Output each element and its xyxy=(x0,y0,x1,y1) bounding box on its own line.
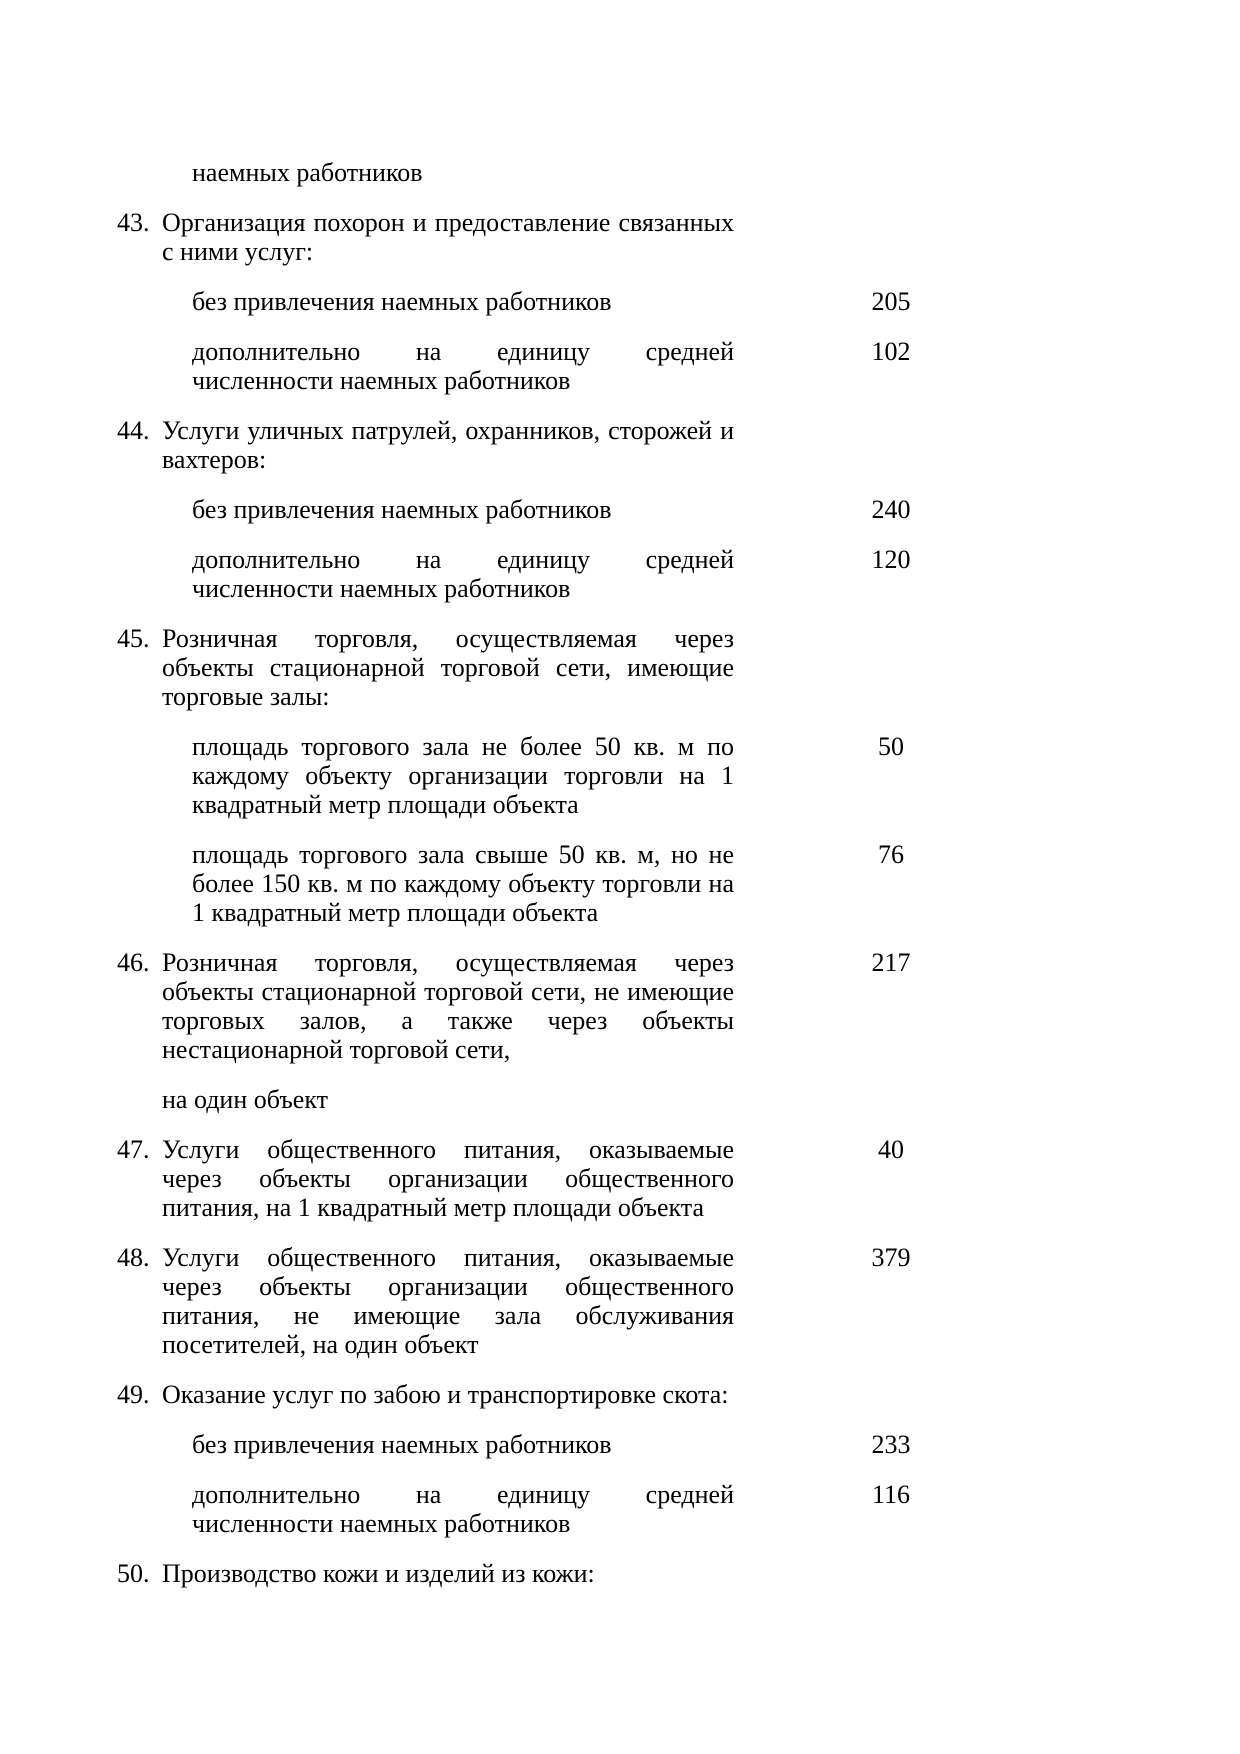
item-text: Услуги уличных патрулей, охранников, сторожей и вахтеров: xyxy=(162,416,734,474)
list-item-48 xyxy=(117,1243,911,1359)
item-value: 379 xyxy=(871,1243,911,1272)
list-item-50 xyxy=(117,1559,734,1588)
item-text: без привлечения наемных работников xyxy=(192,287,612,316)
item-number: 45. xyxy=(117,624,150,653)
item-number: 46. xyxy=(117,948,150,977)
list-subitem xyxy=(192,287,911,316)
item-text: Организация похорон и предоставление связанных с ними услуг: xyxy=(162,208,734,266)
list-item-49 xyxy=(117,1380,734,1409)
item-value: 120 xyxy=(871,545,911,574)
item-text: Производство кожи и изделий из кожи: xyxy=(162,1559,595,1588)
item-value: 217 xyxy=(871,948,911,977)
list-subitem xyxy=(192,337,911,395)
item-value: 233 xyxy=(871,1430,911,1459)
item-value: 76 xyxy=(878,840,904,869)
item-text: Оказание услуг по забою и транспортировке скота: xyxy=(162,1380,729,1409)
item-text: без привлечения наемных работников xyxy=(192,495,612,524)
list-subitem xyxy=(192,732,904,819)
item-text: Услуги общественного питания, оказываемые через объекты организации общественного питания, не имеющие зала обслуживания посетителей, на один объект xyxy=(162,1243,734,1359)
list-item-46-note xyxy=(162,1085,734,1114)
item-value: 102 xyxy=(871,337,911,366)
list-item-44 xyxy=(117,416,734,474)
item-number: 44. xyxy=(117,416,150,445)
item-text: дополнительно на единицу средней численности наемных работников xyxy=(192,545,734,603)
item-text: Услуги общественного питания, оказываемые через объекты организации общественного питания, на 1 квадратный метр площади объекта xyxy=(162,1135,734,1222)
item-text: площадь торгового зала свыше 50 кв. м, но не более 150 кв. м по каждому объекту торговли на 1 квадратный метр площади объекта xyxy=(192,840,734,927)
list-subitem xyxy=(192,840,904,927)
item-number: 47. xyxy=(117,1135,150,1164)
list-item-47 xyxy=(117,1135,904,1222)
item-text: наемных работников xyxy=(192,158,423,187)
item-number: 49. xyxy=(117,1380,150,1409)
item-value: 40 xyxy=(878,1135,904,1164)
item-text: дополнительно на единицу средней численности наемных работников xyxy=(192,1480,734,1538)
item-value: 50 xyxy=(878,732,904,761)
list-item-45 xyxy=(117,624,734,711)
item-number: 48. xyxy=(117,1243,150,1272)
list-subitem xyxy=(192,1430,911,1459)
list-item-43 xyxy=(117,208,734,266)
item-text: на один объект xyxy=(162,1085,328,1114)
list-subitem xyxy=(192,1480,911,1538)
list-subitem xyxy=(192,495,911,524)
item-text: без привлечения наемных работников xyxy=(192,1430,612,1459)
item-value: 240 xyxy=(871,495,911,524)
item-text: дополнительно на единицу средней численности наемных работников xyxy=(192,337,734,395)
item-number: 43. xyxy=(117,208,150,237)
item-number: 50. xyxy=(117,1559,150,1588)
item-value: 205 xyxy=(871,287,911,316)
item-text: Розничная торговля, осуществляемая через объекты стационарной торговой сети, не имеющие торговых залов, а также через объекты нестационарной торговой сети, xyxy=(162,948,734,1064)
list-item-continuation xyxy=(192,158,734,187)
list-item-46 xyxy=(117,948,911,1064)
list-subitem xyxy=(192,545,911,603)
item-text: Розничная торговля, осуществляемая через объекты стационарной торговой сети, имеющие торговые залы: xyxy=(162,624,734,711)
item-text: площадь торгового зала не более 50 кв. м по каждому объекту организации торговли на 1 квадратный метр площади объекта xyxy=(192,732,734,819)
item-value: 116 xyxy=(871,1480,911,1509)
